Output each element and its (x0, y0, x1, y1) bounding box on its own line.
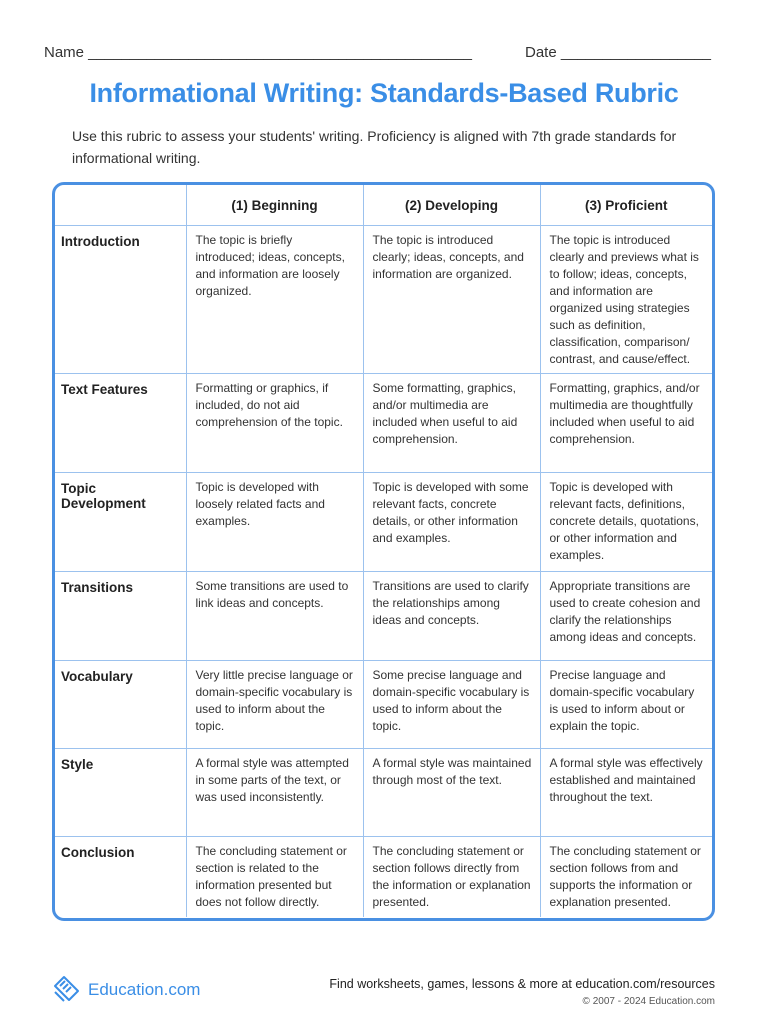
criterion-introduction: Introduction (55, 226, 186, 374)
brand-name: Education.com (88, 979, 201, 999)
cell-proficient: Appropriate transitions are used to create cohesion and clarify the relationships among ideas and concepts. (540, 572, 712, 661)
cell-beginning: The concluding statement or section is related to the information presented but does not follow directly. (186, 837, 363, 917)
cell-beginning: Very little precise language or domain-specific vocabulary is used to inform about the topic. (186, 661, 363, 749)
cell-beginning: The topic is briefly introduced; ideas, concepts, and information are loosely organized. (186, 226, 363, 374)
cell-proficient: The concluding statement or section follows from and supports the information or explanation presented. (540, 837, 712, 917)
table-row (55, 226, 712, 374)
table-row (55, 374, 712, 473)
cell-beginning: Some transitions are used to link ideas and concepts. (186, 572, 363, 661)
cell-proficient: Formatting, graphics, and/or multimedia are thoughtfully included when useful to aid comprehension. (540, 374, 712, 473)
cell-developing: Transitions are used to clarify the relationships among ideas and concepts. (363, 572, 540, 661)
cell-proficient: Topic is developed with relevant facts, definitions, concrete details, quotations, or other information and examples. (540, 473, 712, 572)
cell-developing: Some formatting, graphics, and/or multimedia are included when useful to aid comprehension. (363, 374, 540, 473)
cell-beginning: Topic is developed with loosely related facts and examples. (186, 473, 363, 572)
column-header-beginning: (1) Beginning (186, 185, 363, 226)
cell-proficient: The topic is introduced clearly and previews what is to follow; ideas, concepts, and information are organized using strategies such as definition, classification, comparison/ contrast, and cause/effect. (540, 226, 712, 374)
cell-beginning: Formatting or graphics, if included, do not aid comprehension of the topic. (186, 374, 363, 473)
cell-developing: Some precise language and domain-specific vocabulary is used to inform about the topic. (363, 661, 540, 749)
cell-developing: The topic is introduced clearly; ideas, concepts, and information are organized. (363, 226, 540, 374)
criterion-vocabulary: Vocabulary (55, 661, 186, 749)
name-date-row (44, 44, 724, 61)
header-row (55, 185, 712, 226)
page-title: Informational Writing: Standards-Based Rubric (89, 78, 679, 108)
footer-logo[interactable] (52, 972, 200, 1007)
column-header-proficient: (3) Proficient (540, 185, 712, 226)
copyright-text: © 2007 - 2024 Education.com (582, 996, 715, 1007)
criterion-transitions: Transitions (55, 572, 186, 661)
intro-text: Use this rubric to assess your students' writing. Proficiency is aligned with 7th grade standards for informational writing. (72, 128, 677, 166)
table-row (55, 661, 712, 749)
criterion-style: Style (55, 749, 186, 837)
footer-tagline[interactable]: Find worksheets, games, lessons & more at education.com/resources (329, 977, 715, 991)
column-header-developing: (2) Developing (363, 185, 540, 226)
cell-beginning: A formal style was attempted in some parts of the text, or was used inconsistently. (186, 749, 363, 837)
cell-developing: Topic is developed with some relevant facts, concrete details, or other information and examples. (363, 473, 540, 572)
date-line[interactable]: Date __________________ (525, 44, 712, 61)
education-logo-icon (52, 972, 82, 1007)
table-row (55, 572, 712, 661)
criterion-conclusion: Conclusion (55, 837, 186, 917)
table-row (55, 837, 712, 917)
name-line[interactable]: Name ______________________________________________ (44, 44, 472, 61)
criterion-text-features: Text Features (55, 374, 186, 473)
rubric-table (52, 182, 715, 921)
criterion-topic-development: Topic Development (55, 473, 186, 572)
cell-developing: A formal style was maintained through most of the text. (363, 749, 540, 837)
cell-proficient: Precise language and domain-specific vocabulary is used to inform about or explain the topic. (540, 661, 712, 749)
corner-cell (55, 185, 186, 226)
table-row (55, 473, 712, 572)
cell-proficient: A formal style was effectively established and maintained throughout the text. (540, 749, 712, 837)
table-row (55, 749, 712, 837)
cell-developing: The concluding statement or section follows directly from the information or explanation presented. (363, 837, 540, 917)
